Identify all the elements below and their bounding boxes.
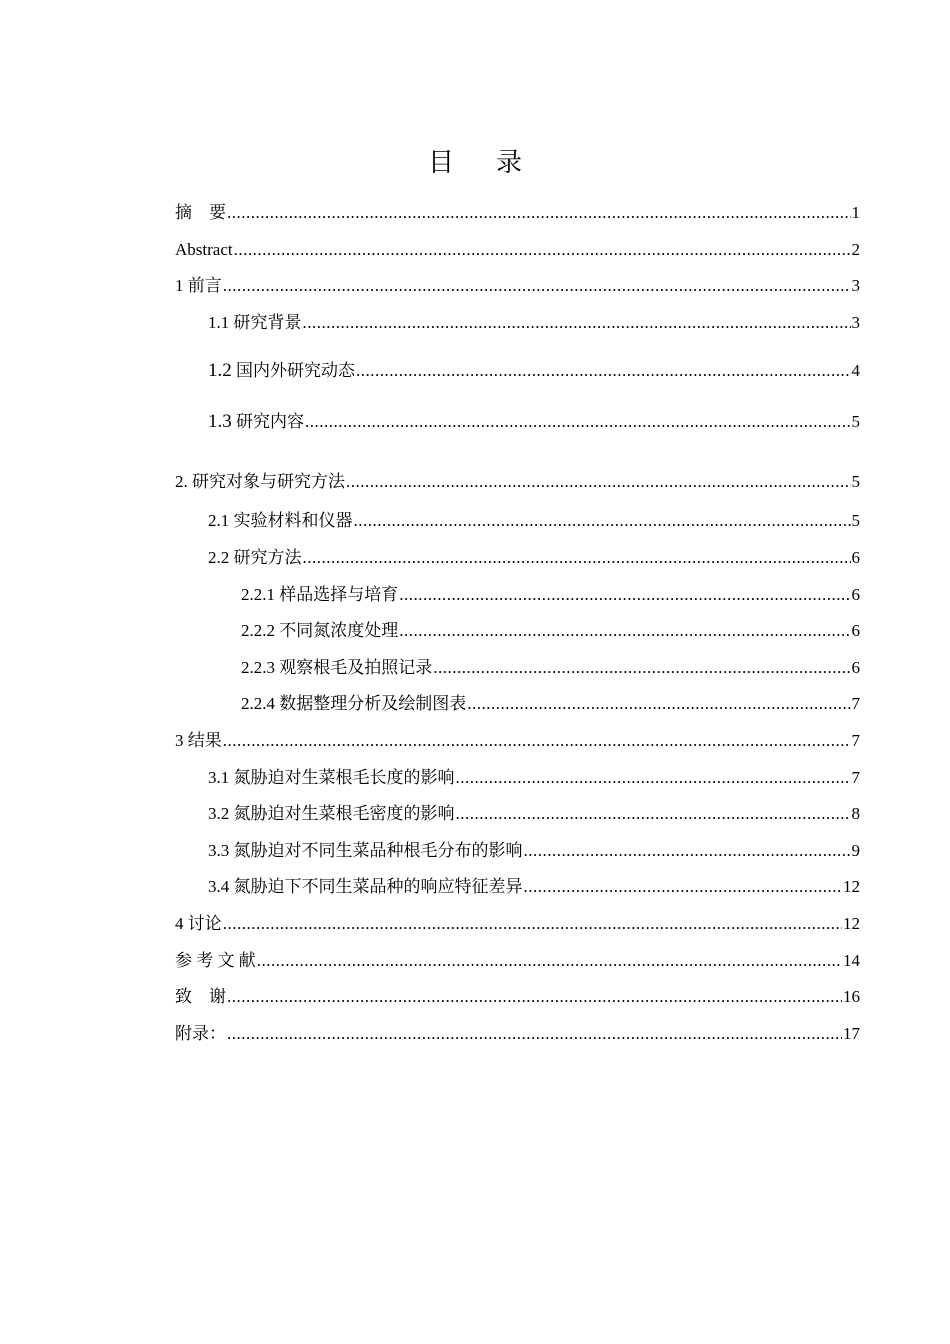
toc-entry-references[interactable] xyxy=(175,944,860,981)
toc-entry-page: 16 xyxy=(843,987,860,1007)
toc-entry-1[interactable] xyxy=(175,269,860,306)
toc-entry-2-2-1[interactable] xyxy=(175,578,860,615)
toc-leader-dots xyxy=(346,454,851,510)
toc-leader-dots xyxy=(303,541,851,575)
toc-entry-label: 1 前言 xyxy=(175,276,222,296)
toc-entry-page: 3 xyxy=(851,276,860,296)
toc-leader-dots xyxy=(227,980,842,1014)
toc-entry-page: 5 xyxy=(851,472,860,492)
toc-entry-label: 2.2.2 不同氮浓度处理 xyxy=(241,621,399,641)
toc-leader-dots xyxy=(227,196,851,230)
toc-entry-label: 3.1 氮胁迫对生菜根毛长度的影响 xyxy=(208,767,455,787)
toc-entry-abstract-en[interactable] xyxy=(175,233,860,270)
toc-entry-label: 3.2 氮胁迫对生菜根毛密度的影响 xyxy=(208,804,455,824)
toc-entry-label: 摘 要 xyxy=(175,203,226,222)
toc-leader-dots xyxy=(456,797,851,831)
toc-entry-page: 17 xyxy=(843,1023,860,1043)
toc-leader-dots xyxy=(305,391,851,453)
toc-entry-label: 附录： xyxy=(175,1023,226,1043)
toc-entry-page: 12 xyxy=(843,877,860,897)
toc-entry-label: 4 讨论 xyxy=(175,913,222,933)
toc-entry-label: 1.1 研究背景 xyxy=(208,312,302,332)
toc-entry-page: 6 xyxy=(851,584,860,604)
toc-entry-page: 3 xyxy=(851,312,860,332)
toc-leader-dots xyxy=(433,651,850,685)
toc-leader-dots xyxy=(227,1017,842,1051)
page-title xyxy=(0,146,950,180)
toc-entry-label: Abstract xyxy=(175,239,233,259)
toc-entry-page: 14 xyxy=(843,950,860,970)
toc-entry-label: 2.2.1 样品选择与培育 xyxy=(241,584,399,604)
toc-entry-text: 国内外研究动态 xyxy=(231,361,355,381)
toc-entry-abstract-cn[interactable] xyxy=(175,196,860,233)
toc-entry-page: 6 xyxy=(851,657,860,677)
toc-entry-2-1[interactable] xyxy=(175,504,860,541)
toc-entry-number: 1.2 xyxy=(208,360,232,382)
toc-entry-label: 2.1 实验材料和仪器 xyxy=(208,511,353,531)
toc-entry-3-1[interactable] xyxy=(175,761,860,798)
toc-leader-dots xyxy=(354,504,851,538)
toc-leader-dots xyxy=(223,724,851,758)
toc-entry-3-4[interactable] xyxy=(175,870,860,907)
toc-entry-label: 2.2.3 观察根毛及拍照记录 xyxy=(241,657,433,677)
toc-entry-page: 7 xyxy=(851,767,860,787)
toc-leader-dots xyxy=(467,687,850,721)
toc-entry-label: 3 结果 xyxy=(175,730,222,750)
toc-entry-page: 2 xyxy=(851,239,860,259)
title-char-1: 目 xyxy=(427,148,454,177)
toc-entry-label: 致 谢 xyxy=(175,987,226,1007)
toc-entry-label: 2.2 研究方法 xyxy=(208,547,302,567)
toc-entry-3[interactable] xyxy=(175,724,860,761)
toc-entry-page: 9 xyxy=(851,840,860,860)
toc-leader-dots xyxy=(399,578,850,612)
toc-entry-acknowledgements[interactable] xyxy=(175,980,860,1017)
toc-entry-2-2-2[interactable] xyxy=(175,614,860,651)
toc-entry-3-3[interactable] xyxy=(175,834,860,871)
toc-entry-page: 4 xyxy=(851,361,860,381)
toc-entry-label: 参 考 文 献 xyxy=(175,950,256,970)
toc-leader-dots xyxy=(257,944,842,978)
toc-leader-dots xyxy=(399,614,850,648)
toc-entry-page: 6 xyxy=(851,547,860,567)
toc-entry-page: 6 xyxy=(851,621,860,641)
toc-entry-2-2[interactable] xyxy=(175,541,860,578)
toc-entry-page: 5 xyxy=(851,412,860,432)
toc-entry-number: 1.3 xyxy=(208,411,232,433)
toc-entry-page: 12 xyxy=(843,913,860,933)
toc-leader-dots xyxy=(524,870,843,904)
toc-leader-dots xyxy=(456,761,851,795)
toc-leader-dots xyxy=(234,233,851,267)
toc-leader-dots xyxy=(223,269,851,303)
table-of-contents xyxy=(175,196,860,1053)
toc-entry-label xyxy=(208,391,304,453)
toc-entry-label: 2. 研究对象与研究方法 xyxy=(175,472,345,492)
toc-leader-dots xyxy=(223,907,842,941)
toc-entry-2[interactable] xyxy=(175,454,860,504)
toc-entry-3-2[interactable] xyxy=(175,797,860,834)
title-char-2: 录 xyxy=(496,148,523,177)
toc-entry-appendix[interactable] xyxy=(175,1017,860,1054)
toc-entry-1-3[interactable] xyxy=(175,391,860,454)
toc-entry-page: 5 xyxy=(851,511,860,531)
toc-entry-text: 研究内容 xyxy=(231,412,304,432)
toc-entry-1-1[interactable] xyxy=(175,306,860,343)
toc-entry-label: 3.4 氮胁迫下不同生菜品种的响应特征差异 xyxy=(208,877,523,897)
toc-entry-page: 7 xyxy=(851,694,860,714)
toc-entry-label: 2.2.4 数据整理分析及绘制图表 xyxy=(241,694,467,714)
toc-entry-page: 1 xyxy=(851,203,860,222)
toc-leader-dots xyxy=(303,306,851,340)
toc-entry-2-2-4[interactable] xyxy=(175,687,860,724)
toc-entry-4[interactable] xyxy=(175,907,860,944)
toc-leader-dots xyxy=(524,834,851,868)
toc-entry-1-2[interactable] xyxy=(175,342,860,391)
toc-entry-label: 3.3 氮胁迫对不同生菜品种根毛分布的影响 xyxy=(208,840,523,860)
toc-entry-2-2-3[interactable] xyxy=(175,651,860,688)
toc-entry-page: 8 xyxy=(851,804,860,824)
toc-entry-page: 7 xyxy=(851,730,860,750)
